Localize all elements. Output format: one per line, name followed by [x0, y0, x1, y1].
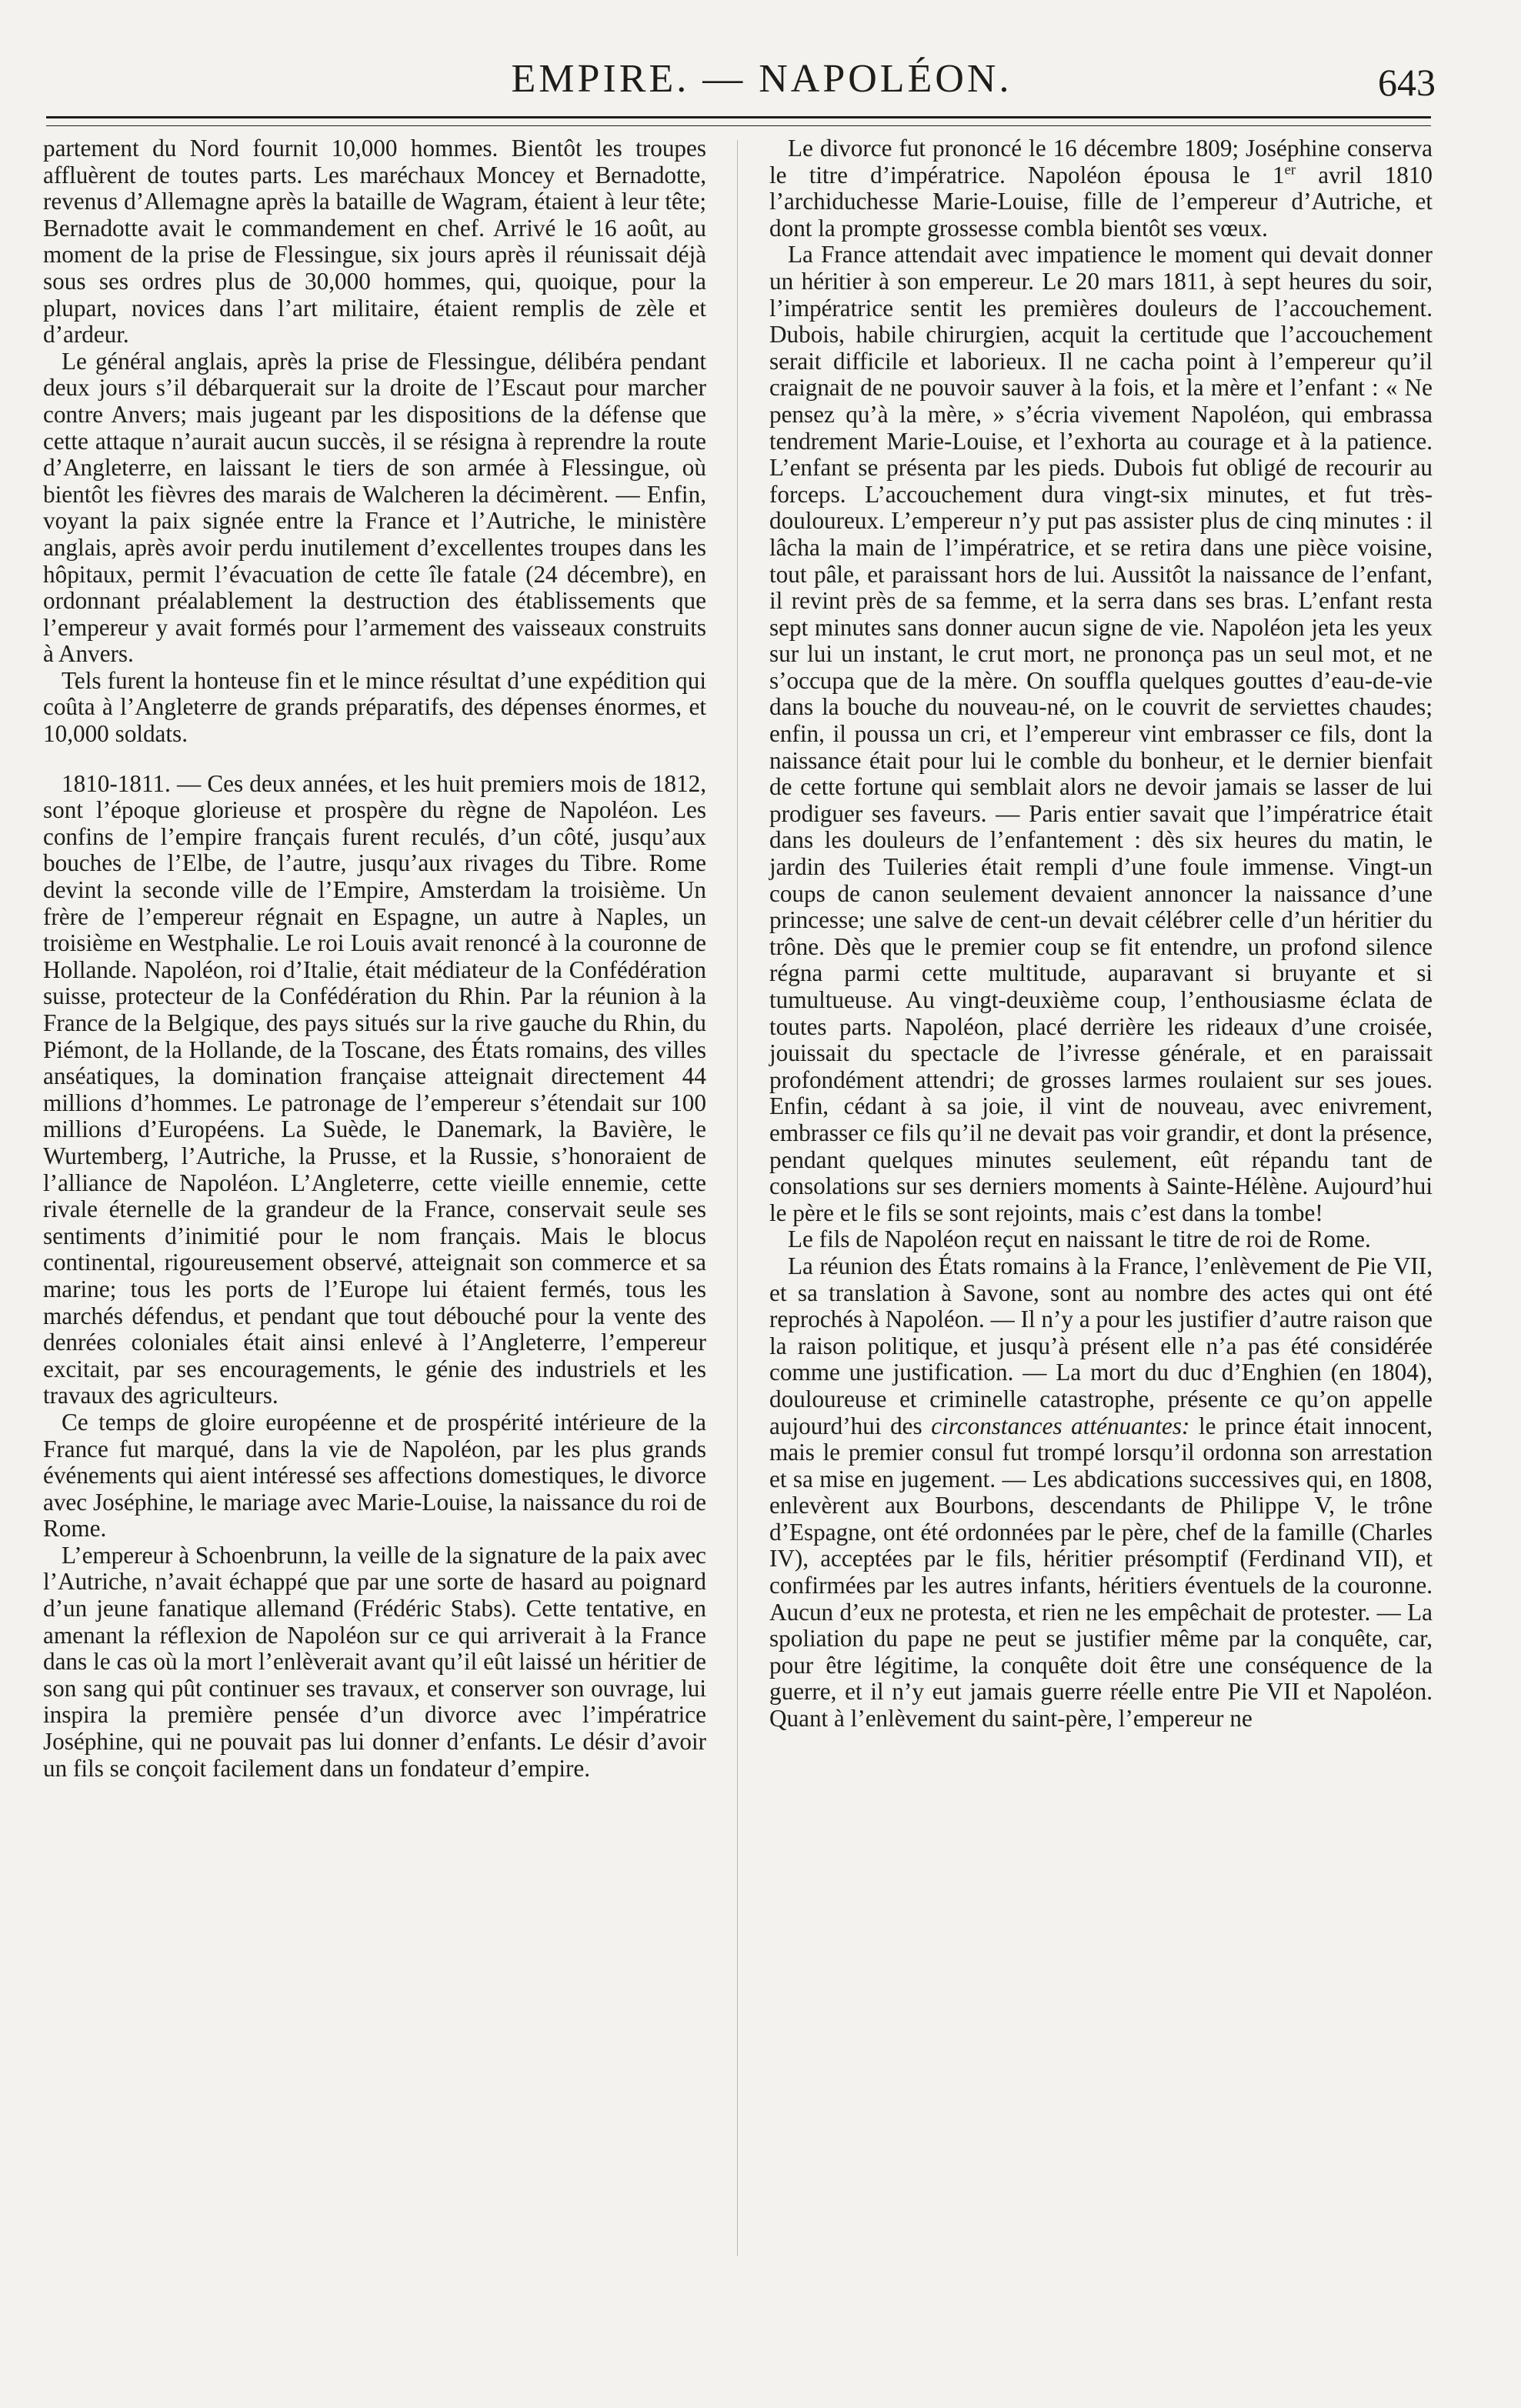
paragraph-1810-1811: 1810-1811. — Ces deux années, et les huit premiers mois de 1812, sont l’époque glorieuse et prospère du règne de Napoléon. Les confins de l’empire français furent reculés, d’un côté, jusqu’aux bouches de l’Elbe, de l’autre, jusqu’aux rivages du Tibre. Rome devint la seconde ville de l’Empire, Amsterdam la troisième. Un frère de l’empereur régnait en Espagne, un autre à Naples, un troisième en Westphalie. Le roi Louis avait renoncé à la couronne de Hollande. Napoléon, roi d’Italie, était médiateur de la Confédération suisse, protecteur de la Confédération du Rhin. Par la réunion à la France de la Belgique, des pays situés sur la rive gauche du Rhin, du Piémont, de la Hollande, de la Toscane, des États romains, des villes anséatiques, la domination française atteignait directement 44 millions d’hommes. Le patronage de l’empereur s’étendait sur 100 millions d’Européens. La Suède, le Danemark, la Bavière, le Wurtemberg, l’Autriche, la Prusse, et la Russie, s’honoraient de l’alliance de Napoléon. L’Angleterre, cette vieille ennemie, cette rivale éternelle de la grandeur de la France, conservait seule ses sentiments d’inimitié pour le nom français. Mais le blocus continental, rigoureusement observé, atteignait son commerce et sa marine; tous les ports de l’Europe lui étaient fermés, tous les marchés défendus, et pendant que tout débouché pour la vente des denrées coloniales était ainsi enlevé à l’Angleterre, l’empereur excitait, par ses encouragements, le génie des industriels et les travaux des agriculteurs.	[43, 769, 706, 1409]
running-head-title: EMPIRE. — NAPOLÉON.	[511, 57, 1012, 101]
page-number: 643	[1378, 61, 1436, 104]
running-head	[0, 52, 1521, 106]
paragraph: Ce temps de gloire européenne et de prospérité intérieure de la France fut marqué, dans la vie de Napoléon, par les plus grands événements qui aient intéressé ses affections domestiques, le divorce avec Joséphine, le mariage avec Marie-Louise, la naissance du roi de Rome.	[43, 1408, 706, 1543]
paragraph-roi-de-rome: Le fils de Napoléon reçut en naissant le titre de roi de Rome.	[788, 1226, 1371, 1253]
text-run: Le divorce fut prononcé le 16 décembre 1809; Joséphine conserva le titre d’impératrice. Napoléon épousa le 1	[769, 135, 1433, 188]
paragraph-divorce	[769, 135, 1433, 242]
right-column	[769, 135, 1433, 1733]
paragraph: Tels furent la honteuse fin et le mince résultat d’une expédition qui coûta à l’Angleterre de grands préparatifs, des dépenses énormes, et 10,000 soldats.	[43, 666, 706, 748]
paragraph-birth: La France attendait avec impatience le moment qui devait donner un héritier à son empereur. Le 20 mars 1811, à sept heures du soir, l’impératrice sentit les premières douleurs de l’accouchement. Dubois, habile chirurgien, acquit la certitude que l’accouchement serait difficile et laborieux. Il ne cacha point à l’empereur qu’il craignait de ne pouvoir sauver à la fois, et la mère et l’enfant : « Ne pensez qu’à la mère, » s’écria vivement Napoléon, qui embrassa tendrement Marie-Louise, et l’exhorta au courage et à la patience. L’enfant se présenta par les pieds. Dubois fut obligé de recourir au forceps. L’accouchement dura vingt-six minutes, et fut très-douloureux. L’empereur n’y put pas assister plus de cinq minutes : il lâcha la main de l’impératrice, et se retira dans une pièce voisine, tout pâle, et paraissant hors de lui. Aussitôt la naissance de l’enfant, il revint près de sa femme, et la serra dans ses bras. L’enfant resta sept minutes sans donner aucun signe de vie. Napoléon jeta les yeux sur lui un instant, le crut mort, ne prononça pas un seul mot, et ne s’occupa que de la mère. On souffla quelques gouttes d’eau-de-vie dans la bouche du nouveau-né, on le couvrit de serviettes chaudes; enfin, il poussa un cri, et l’empereur vint embrasser ce fils, dont la naissance était pour lui le comble du bonheur, et le dernier bienfait de cette fortune qui semblait alors ne devoir jamais se lasser de lui prodiguer ses faveurs. — Paris entier savait que l’impératrice était dans les douleurs de l’enfantement : dès six heures du matin, le jardin des Tuileries était rempli d’une foule immense. Vingt-un coups de canon seulement devaient annoncer la naissance d’une princesse; une salve de cent-un devait célébrer celle d’un héritier du trône. Dès que le premier coup se fit entendre, un profond silence régna parmi cette multitude, auparavant si bruyante et si tumultueuse. Au vingt-deuxième coup, l’enthousiasme éclata de toutes parts. Napoléon, placé derrière les rideaux d’une croisée, jouissait du spectacle de l’ivresse générale, et en paraissait profondément attendri; de grosses larmes roulaient sur ses joues. Enfin, cédant à sa joie, il vint de nouveau, avec enivrement, embrasser ce fils qu’il ne devait pas voir grandir, et dont la présence, pendant quelques minutes seulement, eût répandu tant de consolations sur ses derniers moments à Sainte-Hélène. Aujourd’hui le père et le fils se sont rejoints, mais c’est dans la tombe!	[769, 241, 1433, 1226]
paragraph: partement du Nord fournit 10,000 hommes. Bientôt les troupes affluèrent de toutes parts. Les maréchaux Moncey et Bernadotte, revenus d’Allemagne après la bataille de Wagram, étaient à leur tête; Bernadotte avait le commandement en chef. Arrivé le 16 août, au moment de la prise de Flessingue, six jours après il réunissait déjà sous ses ordres plus de 30,000 hommes, qui, quoique, pour la plupart, novices dans l’art militaire, étaient remplis de zèle et d’ardeur.	[43, 135, 706, 349]
header-rule	[46, 116, 1431, 126]
paragraph-etats-romains	[769, 1253, 1433, 1733]
text-run: le prince était innocent, mais le premier consul fut trompé lorsqu’il ordonna son arrestation et sa mise en jugement. — Les abdications successives qui, en 1808, enlevèrent aux Bourbons, descendants de Philippe V, le trône d’Espagne, ont été ordonnées par le père, chef de la famille (Charles IV), acceptées par le fils, héritier présomptif (Ferdinand VII), et confirmées par les autres infants, héritiers éventuels de la couronne. Aucun d’eux ne protesta, et rien ne les empêchait de protester. — La spoliation du pape ne peut se justifier même par la conquête, car, pour être légitime, la conquête doit être une conséquence de la guerre, et il n’y eut jamais guerre réelle entre Pie VII et Napoléon. Quant à l’enlèvement du saint-père, l’empereur ne	[769, 1412, 1433, 1733]
italic-phrase: circonstances atténuantes:	[931, 1412, 1190, 1439]
left-column	[43, 135, 706, 1782]
ordinal-superscript: er	[1284, 162, 1296, 178]
column-divider	[737, 140, 738, 2256]
paragraph: L’empereur à Schoenbrunn, la veille de la signature de la paix avec l’Autriche, n’avait échappé que par une sorte de hasard au poignard d’un jeune fanatique allemand (Frédéric Stabs). Cette tentative, en amenant la réflexion de Napoléon sur ce qui arriverait à la France dans le cas où la mort l’enlèverait avant qu’il eût laissé un héritier de son sang qui pût continuer ses travaux, et conserver son ouvrage, lui inspira la première pensée d’un divorce avec l’impératrice Joséphine, qui ne pouvait pas lui donner d’enfants. Le désir d’avoir un fils se conçoit facilement dans un fondateur d’empire.	[43, 1541, 706, 1782]
paragraph: Le général anglais, après la prise de Flessingue, délibéra pendant deux jours s’il débarquerait sur la droite de l’Escaut pour marcher contre Anvers; mais jugeant par les dispositions de la défense que cette attaque n’aurait aucun succès, il se résigna à reprendre la route d’Angleterre, en laissant le tiers de son armée à Flessingue, où bientôt les fièvres des marais de Walcheren la décimèrent. — Enfin, voyant la paix signée entre la France et l’Autriche, le ministère anglais, après avoir perdu inutilement d’excellentes troupes dans les hôpitaux, permit l’évacuation de cette île fatale (24 décembre), en ordonnant préalablement la destruction des établissements que l’empereur y avait formés pour l’armement des vaisseaux construits à Anvers.	[43, 347, 706, 668]
text-run: La réunion des États romains à la France, l’enlèvement de Pie VII, et sa translation à Savone, sont au nombre des actes qui ont été reprochés à Napoléon. — Il n’y a pour les justifier d’autre raison que la raison politique, et jusqu’à présent elle n’a pas été considérée comme une justification. — La mort du duc d’Enghien (en 1804), douloureuse et criminelle catastrophe, présente ce qu’on appelle aujourd’hui des	[769, 1252, 1433, 1439]
text-run: avril 1810 l’archiduchesse Marie-Louise, fille de l’empereur d’Autriche, et dont la prompte grossesse combla bientôt ses vœux.	[769, 161, 1433, 242]
